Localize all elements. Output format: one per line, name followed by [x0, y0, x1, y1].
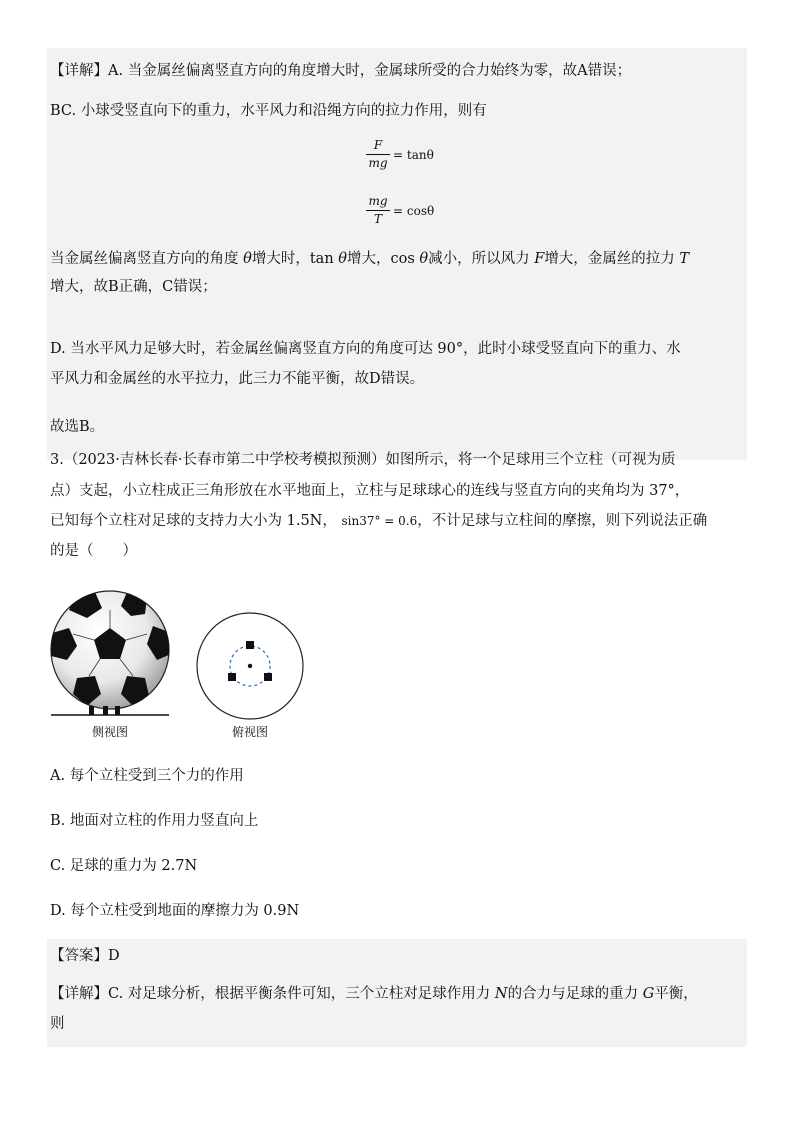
question-line1: 3.（2023·吉林长春·长春市第二中学校考模拟预测）如图所示，将一个足球用三个立柱（可视为质	[50, 452, 676, 468]
text-segment: 【详解】C. 对足球分析，根据平衡条件可知，三个立柱对足球作用力	[50, 986, 491, 1002]
question-line3	[50, 510, 707, 532]
top-view-diagram	[195, 610, 307, 722]
explanation-a-text: 【详解】A. 当金属丝偏离竖直方向的角度增大时，金属球所受的合力始终为零，故A错误；	[50, 63, 632, 79]
text-segment: 增大时，tan	[251, 251, 334, 267]
symbol-theta: θ	[419, 251, 429, 267]
fraction-numerator: mg	[368, 194, 388, 208]
fraction-denominator: mg	[368, 156, 388, 170]
fraction-mg-t	[366, 194, 390, 227]
text-segment: ，不计足球与立柱间的摩擦，则下列说法正确	[417, 513, 708, 529]
symbol-theta: θ	[243, 251, 252, 267]
side-view-caption: 侧视图	[91, 725, 128, 739]
equation-rhs: = tanθ	[393, 147, 434, 162]
symbol-n: N	[494, 986, 508, 1002]
explanation-bc-line2	[50, 248, 689, 270]
equation-tan	[366, 138, 434, 171]
option-d: D. 每个立柱受到地面的摩擦力为 0.9N	[50, 903, 300, 919]
symbol-g: G	[642, 986, 655, 1002]
equation-cos	[366, 194, 434, 227]
text-segment: 减小，所以风力	[428, 251, 530, 267]
equation-rhs: = cosθ	[393, 203, 435, 218]
fraction-numerator: F	[373, 138, 383, 152]
text-segment: 已知每个立柱对足球的支持力大小为 1.5N，	[50, 513, 337, 529]
fraction-f-mg	[366, 138, 390, 171]
explanation-bc-line3: 增大，故B正确，C错误；	[50, 279, 217, 295]
symbol-t: T	[679, 251, 690, 267]
explanation-bc-intro: BC. 小球受竖直向下的重力，水平风力和沿绳方向的拉力作用，则有	[50, 103, 487, 119]
question-line2: 点）支起，小立柱成正三角形放在水平地面上，立柱与足球球心的连线与竖直方向的夹角均为 37°，	[50, 483, 690, 499]
text-segment: 的合力与足球的重力	[507, 986, 639, 1002]
detail-line1	[50, 983, 698, 1005]
option-b: B. 地面对立柱的作用力竖直向上	[50, 813, 259, 829]
soccer-ball-side-view	[47, 588, 177, 720]
explanation-d-line2: 平风力和金属丝的水平拉力，此三力不能平衡，故D错误。	[50, 371, 425, 387]
conclusion-text: 故选B。	[50, 419, 105, 435]
text-segment: 平衡，	[654, 986, 698, 1002]
sin-equation: sin37° = 0.6	[341, 514, 418, 528]
fraction-denominator: T	[373, 212, 382, 226]
detail-block	[47, 973, 747, 1047]
top-view-caption: 俯视图	[231, 725, 268, 739]
answer-block	[47, 939, 747, 973]
symbol-theta: θ	[338, 251, 347, 267]
text-segment: 当金属丝偏离竖直方向的角度	[50, 251, 239, 267]
text-segment: 增大，cos	[347, 251, 415, 267]
option-c: C. 足球的重力为 2.7N	[50, 858, 198, 874]
explanation-d-line1: D. 当水平风力足够大时，若金属丝偏离竖直方向的角度可达 90°，此时小球受竖直向下的重力、水	[50, 341, 681, 357]
text-segment: 增大，金属丝的拉力	[544, 251, 675, 267]
option-a: A. 每个立柱受到三个力的作用	[50, 768, 244, 784]
explanation-block-bc	[47, 94, 747, 334]
answer-label: 【答案】D	[50, 948, 120, 964]
symbol-f: F	[534, 251, 545, 267]
detail-line2: 则	[50, 1016, 65, 1032]
explanation-block-a	[47, 48, 747, 94]
question-line4: 的是（ ）	[50, 543, 137, 559]
explanation-block-d	[47, 334, 747, 416]
